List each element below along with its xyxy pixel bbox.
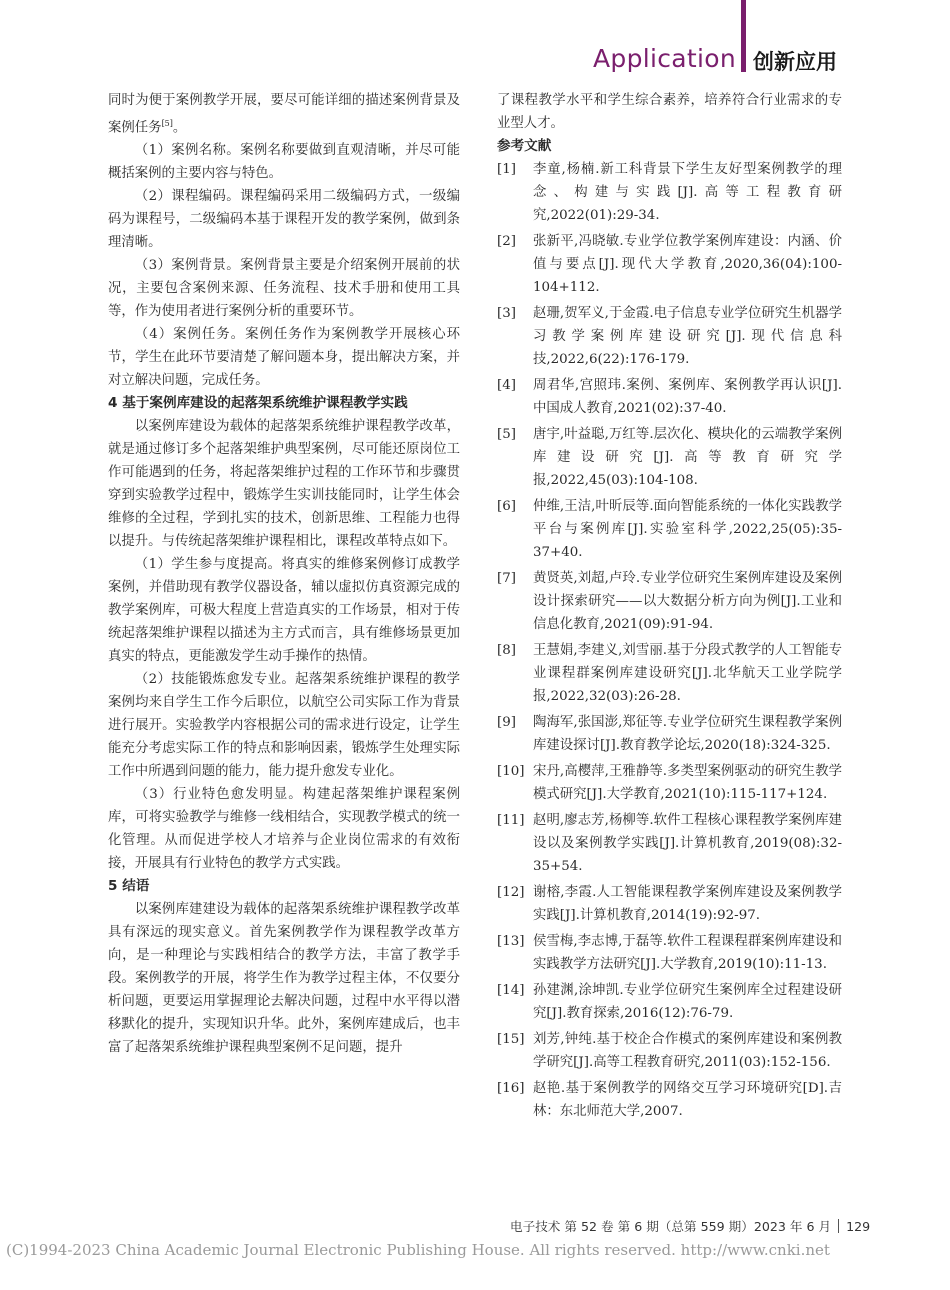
right-column bbox=[497, 89, 842, 1126]
reference-item: [1] 李童,杨楠.新工科背景下学生友好型案例教学的理念、构建与实践[J].高等工程教育研究,2022(01):29-34. bbox=[497, 162, 842, 223]
reference-item: [7] 黄贤英,刘超,卢玲.专业学位研究生案例库建设及案例设计探索研究——以大数据分析方向为例[J].工业和信息化教育,2021(09):91-94. bbox=[497, 571, 842, 632]
reference-item: [10] 宋丹,高樱萍,王雅静等.多类型案例驱动的研究生教学模式研究[J].大学教育,2021(10):115-117+124. bbox=[497, 764, 842, 802]
reference-list bbox=[497, 158, 842, 1123]
reference-item: [2] 张新平,冯晓敏.专业学位教学案例库建设：内涵、价值与要点[J].现代大学教育,2020,36(04):100-104+112. bbox=[497, 234, 842, 295]
reference-item: [9] 陶海军,张国澎,郑征等.专业学位研究生课程教学案例库建设探讨[J].教育教学论坛,2020(18):324-325. bbox=[497, 715, 842, 753]
page-footer bbox=[510, 1216, 870, 1235]
section-5-heading: 5 结语 bbox=[108, 878, 150, 895]
journal-info: 电子技术 第 52 卷 第 6 期（总第 559 期）2023 年 6 月 bbox=[510, 1219, 832, 1234]
reference-item: [16] 赵艳.基于案例教学的网络交互学习环境研究[D].吉林：东北师范大学,2007. bbox=[497, 1081, 842, 1119]
reference-item: [5] 唐宇,叶益聪,万红等.层次化、模块化的云端教学案例库建设研究[J].高等教育研究学报,2022,45(03):104-108. bbox=[497, 427, 842, 488]
paragraph: （2）课程编码。课程编码采用二级编码方式，一级编码为课程号，二级编码本基于课程开发的教学案例，做到条理清晰。 bbox=[108, 189, 460, 251]
reference-item: [12] 谢榕,李霞.人工智能课程教学案例库建设及案例教学实践[J].计算机教育,2014(19):92-97. bbox=[497, 885, 842, 923]
reference-item: [14] 孙建渊,涂坤凯.专业学位研究生案例库全过程建设研究[J].教育探索,2016(12):76-79. bbox=[497, 983, 842, 1021]
citation: [5] bbox=[161, 119, 173, 128]
section-4-heading: 4 基于案例库建设的起落架系统维护课程教学实践 bbox=[108, 395, 408, 412]
header-english-title: Application bbox=[593, 44, 736, 73]
reference-item: [15] 刘芳,钟纯.基于校企合作模式的案例库建设和案例教学研究[J].高等工程教育研究,2011(03):152-156. bbox=[497, 1032, 842, 1070]
paragraph: （1）案例名称。案例名称要做到直观清晰，并尽可能概括案例的主要内容与特色。 bbox=[108, 143, 460, 182]
page-number: 129 bbox=[846, 1219, 871, 1234]
paragraph: （2）技能锻炼愈发专业。起落架系统维护课程的教学案例均来自学生工作今后职位，以航空公司实际工作为背景进行展开。实验教学内容根据公司的需求进行设定，让学生能充分考虑实际工作的特点和影响因素，锻炼学生处理实际工作中所遇到问题的能力，能力提升愈发专业化。 bbox=[108, 672, 460, 780]
reference-item: [13] 侯雪梅,李志博,于磊等.软件工程课程群案例库建设和实践教学方法研究[J].大学教育,2019(10):11-13. bbox=[497, 934, 842, 972]
paragraph: 以案例库建建设为载体的起落架系统维护课程教学改革具有深远的现实意义。首先案例教学作为课程教学改革方向，是一种理论与实践相结合的教学方法，丰富了教学手段。案例教学的开展，将学生作为教学过程主体，不仅要分析问题，更要运用掌握理论去解决问题，过程中水平得以潜移默化的提升，实现知识升华。此外，案例库建成后，也丰富了起落架系统维护课程典型案例不足问题，提升 bbox=[108, 902, 460, 1056]
header-accent-bar bbox=[741, 0, 746, 72]
references-heading: 参考文献 bbox=[497, 138, 552, 154]
paragraph: （3）行业特色愈发明显。构建起落架维护课程案例库，可将实验教学与维修一线相结合，实现教学模式的统一化管理。从而促进学校人才培养与企业岗位需求的有效衔接，开展具有行业特色的教学方式实践。 bbox=[108, 787, 460, 872]
reference-item: [11] 赵明,廖志芳,杨柳等.软件工程核心课程教学案例库建设以及案例教学实践[J].计算机教育,2019(08):32-35+54. bbox=[497, 813, 842, 874]
paragraph: （1）学生参与度提高。将真实的维修案例修订成教学案例，并借助现有教学仪器设备，辅以虚拟仿真资源完成的教学案例库，可极大程度上营造真实的工作场景，相对于传统起落架维护课程以描述为主方式而言，具有维修场景更加真实的特点，更能激发学生动手操作的热情。 bbox=[108, 557, 460, 665]
reference-item: [8] 王慧娟,李建义,刘雪丽.基于分段式教学的人工智能专业课程群案例库建设研究[J].北华航天工业学院学报,2022,32(03):26-28. bbox=[497, 643, 842, 704]
reference-item: [4] 周君华,宫照玮.案例、案例库、案例教学再认识[J].中国成人教育,2021(02):37-40. bbox=[497, 378, 842, 416]
copyright-watermark: (C)1994-2023 China Academic Journal Electronic Publishing House. All rights reserved. http://www.cnki.net bbox=[6, 1241, 830, 1259]
paragraph: （4）案例任务。案例任务作为案例教学开展核心环节，学生在此环节要清楚了解问题本身，提出解决方案，并对立解决问题，完成任务。 bbox=[108, 327, 460, 389]
paragraph-continued: 了课程教学水平和学生综合素养，培养符合行业需求的专业型人才。 bbox=[497, 93, 842, 131]
intro-paragraph: 同时为便于案例教学开展，要尽可能详细的描述案例背景及案例任务[5]。 bbox=[108, 93, 460, 136]
paragraph: 以案例库建设为载体的起落架系统维护课程教学改革，就是通过修订多个起落架维护典型案例，尽可能还原岗位工作可能遇到的任务，将起落架维护过程的工作环节和步骤贯穿到实验教学过程中，锻炼学生实训技能同时，让学生体会维修的全过程，学到扎实的技术，创新思维、工程能力也得以提升。与传统起落架维护课程相比，课程改革特点如下。 bbox=[108, 419, 460, 550]
left-column bbox=[108, 89, 460, 1059]
header-chinese-title: 创新应用 bbox=[753, 50, 837, 74]
reference-item: [6] 仲维,王洁,叶昕辰等.面向智能系统的一体化实践教学平台与案例库[J].实验室科学,2022,25(05):35-37+40. bbox=[497, 499, 842, 560]
paragraph: （3）案例背景。案例背景主要是介绍案例开展前的状况，主要包含案例来源、任务流程、技术手册和使用工具等，作为使用者进行案例分析的重要环节。 bbox=[108, 258, 460, 320]
reference-item: [3] 赵珊,贺军义,于金霞.电子信息专业学位研究生机器学习教学案例库建设研究[J].现代信息科技,2022,6(22):176-179. bbox=[497, 306, 842, 367]
footer-divider bbox=[838, 1219, 839, 1233]
